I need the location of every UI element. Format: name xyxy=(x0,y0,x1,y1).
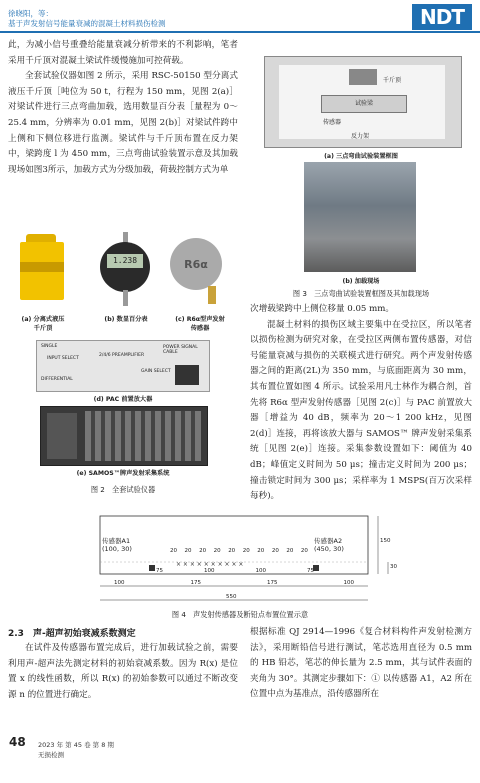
label-jack: 千斤顶 xyxy=(383,77,402,84)
loading-frame-diagram xyxy=(264,56,462,148)
paragraph: 次增载梁跨中上侧位移量 0.05 mm。 xyxy=(250,304,395,314)
journal-info: 2023 年 第 45 卷 第 8 期 无损检测 xyxy=(38,741,114,759)
header-divider xyxy=(0,31,480,33)
section-right-text: 根据标准 QJ 2914—1996《复合材料构件声发射检测方法》，采用断铅信号进行测试，笔芯选用直径为 0.5 mm 的 HB 铅芯，笔芯的伸长量为 2.5 mm，其与试件表面的夹角为 30°。其测定步骤如下：① 以传感器 A1，A2 所在位置中点为基准点，沿传感器所在 xyxy=(250,627,472,700)
sensor-a1-coord: (100, 30) xyxy=(102,545,132,553)
fig3-sub-a: (a) 三点弯曲试验装置框图 xyxy=(324,153,398,160)
fig3-sub-b: (b) 加载现场 xyxy=(342,278,380,285)
fig2-sub-c: (c) R6α型声发射 传感器 xyxy=(175,316,225,332)
svg-text:× × × × × × × × × ×: × × × × × × × × × × xyxy=(176,561,244,568)
sensor-a2-coord: (450, 30) xyxy=(314,545,344,553)
sensor-a1-label: 传感器A1 xyxy=(102,537,131,545)
paragraph: 全套试验仪器如图 2 所示，采用 RSC-50150 型分离式液压千斤顶［吨位为 50 t，行程为 150 mm，见图 2(a)］对梁试件进行三点弯曲加载，选用数显百分表［量程为 0～25.4 mm，分辨率为 0.01 mm，见图 2(b)］对梁试件跨中上侧和下侧位移进行监测。梁试件与千斤顶布置在反力架中，梁跨度 l 为 450 mm，三点弯曲试验装置示意及其加载现场如图3所示，加载方式为分级加载，荷载控制方式为单 xyxy=(8,71,238,175)
ae-sensor-image xyxy=(168,238,226,308)
figure-2 xyxy=(8,232,238,500)
section-heading: 2.3 声-超声初始衰减系数测定 xyxy=(8,629,136,639)
fig2-sub-b: (b) 数显百分表 xyxy=(104,316,148,323)
gauge-display: 1.238 xyxy=(107,254,143,268)
fig2-sub-d: (d) PAC 前置放大器 xyxy=(93,396,153,403)
right-column-text xyxy=(250,302,472,505)
dim-total: 550 xyxy=(226,594,237,600)
fig2-sub-e: (e) SAMOS™牌声发射采集系统 xyxy=(76,470,170,477)
dim-mid-row: 75 100 100 75 xyxy=(156,568,314,574)
page-number: 48 xyxy=(9,735,26,749)
dim-side: 30 xyxy=(390,564,397,570)
sensor-label: R6α xyxy=(170,238,222,290)
fig2-caption: 图 2 全套试验仪器 xyxy=(90,485,156,494)
figure-3 xyxy=(250,38,472,300)
preamplifier-image: SINGLE INPUT SELECT DIFFERENTIAL 2/4/6 PREAMPLIFIER POWER SIGNAL CABLE GAIN SELECT xyxy=(36,340,210,392)
section-left-text: 在试件及传感器布置完成后，进行加载试验之前，需要利用声-超声法先测定材料的初始衰减系数。因为 R(x) 是位置 x 的线性函数，所以 R(x) 的初始参数可以通过不断改变源 n 的位置进行确定。 xyxy=(8,643,238,700)
figure-4 xyxy=(70,508,410,623)
dial-gauge-image xyxy=(96,232,156,308)
left-column-text xyxy=(8,38,238,178)
acquisition-system-image xyxy=(40,406,208,466)
loading-site-photo xyxy=(304,162,416,272)
dim-bottom-row: 100 175 175 100 xyxy=(114,580,354,586)
journal-logo: NDT xyxy=(412,4,472,30)
label-specimen: 试验梁 xyxy=(321,95,407,113)
fig4-caption: 图 4 声发射传感器及断铅点布置位置示意 xyxy=(171,610,309,619)
label-sensor: 传感器 xyxy=(323,119,342,126)
label-frame: 反力架 xyxy=(351,133,370,140)
header-authors: 徐晓阳，等： xyxy=(8,9,53,18)
sensor-a2-label: 传感器A2 xyxy=(314,537,343,545)
paragraph: 混凝土材料的损伤区域主要集中在受拉区，所以笔者以损伤检测为研究对象，在受拉区两侧布置传感器，对信号能量衰减与损伤的关联模式进行研究。两个声发射传感器之间的距离(2L)为 350 mm，与底面距离为 30 mm，其布置位置如图 4 所示。试验采用凡士林作为耦合剂，首先将 R6α 型声发射传感器［见图 2(c)］与 PAC 前置放大器［增益为 40 dB，频率为 20～1 200 kHz，见图 2(d)］连接，再将该放大器与 SAMOS™ 牌声发射采集系统［见图 2(e)］连接。采集参数设置如下：阈值为 40 dB；峰值定义时间为 50 μs；撞击定义时间为 200 μs；撞击锁定时间为 300 μs；采样率为 1 MSPS(百万次采样每秒)。 xyxy=(250,319,472,502)
sensor-a1-marker xyxy=(149,565,155,571)
paragraph: 此，为减小信号重叠给能量衰减分析带来的不利影响，笔者采用千斤顶对混凝土梁试件缓慢施加可控荷载。 xyxy=(8,40,238,66)
lead-break-points xyxy=(176,561,243,568)
header-title: 基于声发射信号能量衰减的混凝土材料损伤检测 xyxy=(8,19,166,28)
dim-top-row: 20 20 20 20 20 20 20 20 20 20 xyxy=(170,548,308,554)
fig2-sub-a: (a) 分离式液压 千斤顶 xyxy=(21,316,65,332)
fig3-caption: 图 3 三点弯曲试验装置框图及其加载现场 xyxy=(292,289,430,298)
dim-height: 150 xyxy=(380,538,391,544)
hydraulic-jack-image xyxy=(12,234,72,304)
sensor-layout-diagram xyxy=(70,508,410,608)
